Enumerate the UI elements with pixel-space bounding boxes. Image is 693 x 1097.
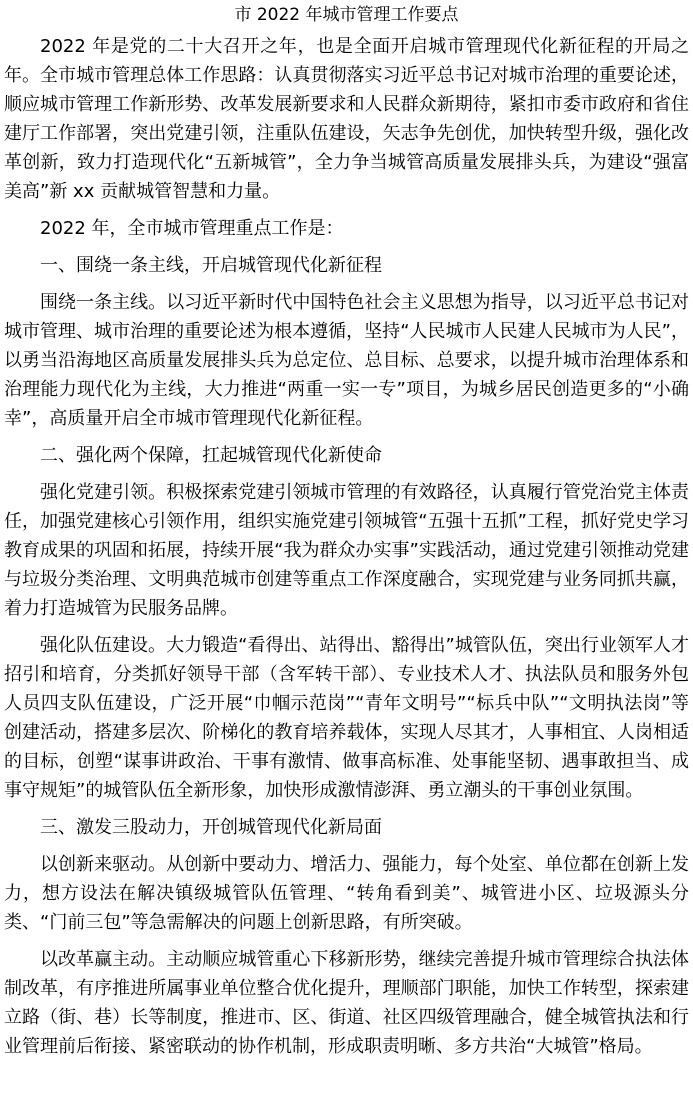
paragraph-team-building: 强化队伍建设。大力锻造“看得出、站得出、豁得出”城管队伍，突出行业领军人才招引和培育，分类抓好领导干部（含军转干部）、专业技术人才、执法队员和服务外包人员四支队伍建设，广泛开展“巾帼示范岗”“青年文明号”“标兵中队”“文明执法岗”等创建活动，搭建多层次、阶梯化的教育培养载体，实现人尽其才，人事相宜、人岗相适的目标，创塑“谋事讲政治、干事有激情、做事高标准、处事能坚韧、遇事敢担当、成事守规矩”的城管队伍全新形象，加快形成激情澎湃、勇立潮头的干事创业氛围。 xyxy=(4,635,689,801)
section-heading-1: 一、围绕一条主线，开启城管现代化新征程 xyxy=(40,255,382,276)
paragraph-key-work-lead: 2022 年，全市城市管理重点工作是： xyxy=(40,218,344,239)
paragraph-intro: 2022 年是党的二十大召开之年，也是全面开启城市管理现代化新征程的开局之年。全市城市管理总体工作思路：认真贯彻落实习近平总书记对城市治理的重要论述，顺应城市管理工作新形势、改革发展新要求和人民群众新期待，紧扣市委市政府和省住建厅工作部署，突出党建引领，注重队伍建设，矢志争先创优，加快转型升级，强化改革创新，致力打造现代化“五新城管”，全力争当城管高质量发展排头兵，为建设“强富美高”新 xx 贡献城管智慧和力量。 xyxy=(4,36,689,202)
paragraph-main-line: 围绕一条主线。以习近平新时代中国特色社会主义思想为指导，以习近平总书记对城市管理、城市治理的重要论述为根本遵循，坚持“人民城市人民建人民城市为人民”，以勇当沿海地区高质量发展排头兵为总定位、总目标、总要求，以提升城市治理体系和治理能力现代化为主线，大力推进“两重一实一专”项目，为城乡居民创造更多的“小确幸”，高质量开启全市城市管理现代化新征程。 xyxy=(4,292,689,429)
paragraph-reform: 以改革赢主动。主动顺应城管重心下移新形势，继续完善提升城市管理综合执法体制改革，有序推进所属事业单位整合优化提升，理顺部门职能，加快工作转型，探索建立路（街、巷）长等制度，推进市、区、街道、社区四级管理融合，健全城管执法和行业管理前后衔接、紧密联动的协作机制，形成职责明晰、多方共治“大城管”格局。 xyxy=(4,949,689,1057)
section-heading-3: 三、激发三股动力，开创城管现代化新局面 xyxy=(40,817,382,838)
section-heading-2: 二、强化两个保障，扛起城管现代化新使命 xyxy=(40,445,382,466)
paragraph-party-building: 强化党建引领。积极探索党建引领城市管理的有效路径，认真履行管党治党主体责任，加强党建核心引领作用，组织实施党建引领城管“五强十五抓”工程，抓好党史学习教育成果的巩固和拓展，持续开展“我为群众办实事”实践活动，通过党建引领推动党建与垃圾分类治理、文明典范城市创建等重点工作深度融合，实现党建与业务同抓共赢，着力打造城管为民服务品牌。 xyxy=(4,482,689,619)
paragraph-innovation: 以创新来驱动。从创新中要动力、增活力、强能力，每个处室、单位都在创新上发力，想方设法在解决镇级城管队伍管理、“转角看到美”、城管进小区、垃圾源头分类、“门前三包”等急需解决的问题上创新思路，有所突破。 xyxy=(4,854,689,933)
document-title: 市 2022 年城市管理工作要点 xyxy=(234,5,459,25)
